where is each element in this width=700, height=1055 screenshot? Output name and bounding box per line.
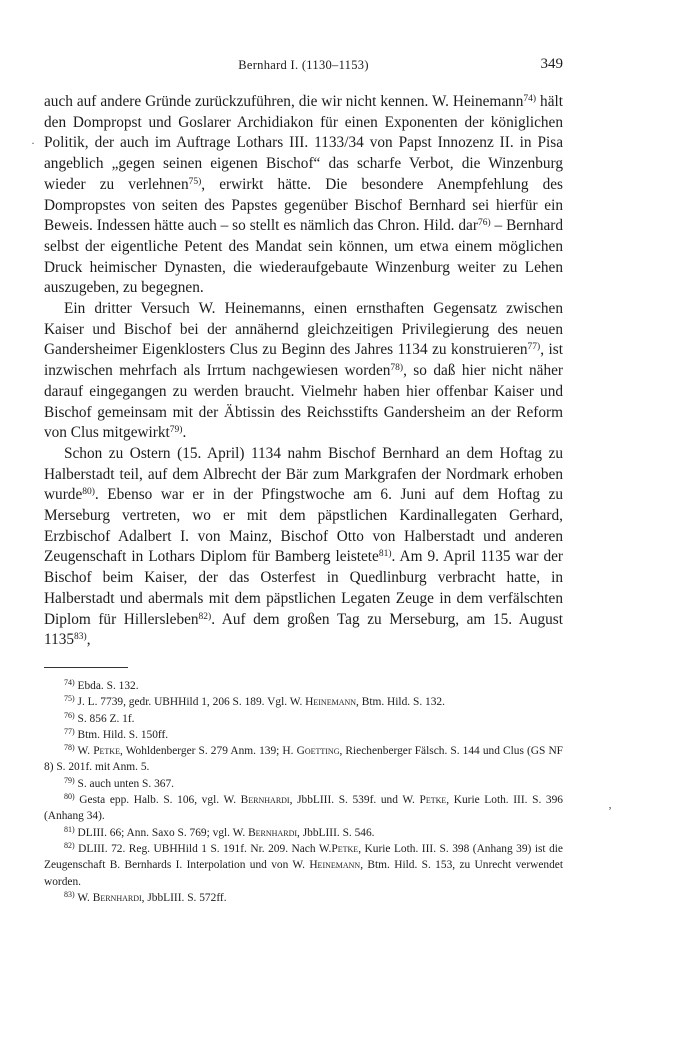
footnote-marker: 79)	[169, 425, 183, 436]
footnote-fn75	[44, 694, 563, 710]
text-run: , Btm. Hild. S. 132.	[356, 696, 445, 709]
footnote-marker: 78)	[64, 743, 75, 753]
footnote-marker: 78)	[390, 363, 404, 374]
footnote-fn77	[44, 727, 563, 743]
footnote-fn79	[44, 776, 563, 792]
text-run: ,	[86, 631, 91, 649]
footnote-marker: 80)	[64, 792, 75, 802]
footnote-marker: 76)	[64, 710, 75, 720]
footnote-marker: 81)	[64, 824, 75, 834]
footnote-marker: 74)	[523, 94, 537, 104]
footnote-marker: 81)	[378, 549, 392, 560]
footnote-marker: 82)	[64, 840, 75, 850]
text-run: .	[182, 424, 187, 442]
text-run: , JbbLIII. S. 546.	[297, 826, 375, 839]
text-run: , Riechenberger Fälsch. S. 144 und Clus (GS NF 8) S. 201f. mit Anm. 5.	[44, 745, 564, 774]
paragraph-p1	[44, 92, 563, 299]
footnote-marker: 83)	[64, 889, 75, 899]
text-run: , JbbLIII. S. 572ff.	[141, 891, 227, 904]
footnote-fn76	[44, 711, 563, 727]
author-name: Bernhardi	[92, 891, 142, 904]
text-run: . Am 9. April 1135 war der Bischof beim Kaiser, der das Osterfest in Quedlinburg verbracht hatte, in Halberstadt und abermals mit dem päpstlichen Legaten Zeuge in dem verfälschten Diplom für Hillersleben	[44, 548, 563, 628]
page-header	[44, 56, 563, 78]
author-name: Heinemann	[309, 859, 361, 872]
margin-mark-left: ·	[31, 136, 35, 150]
text-run: auch auf andere Gründe zurückzuführen, die wir nicht kennen. W. Heinemann	[44, 93, 524, 110]
text-run: Ebda. S. 132.	[74, 679, 139, 692]
text-run: , Kurie Loth. III. S. 396 (Anhang 34).	[44, 794, 563, 823]
footnote-fn80	[44, 792, 563, 825]
text-run: – Bernhard selbst der eigentliche Petent des Mandat sein können, um etwa einem möglichen Druck heimischer Dynasten, die wiederaufgebaute Winzenburg weiter zu Lehen auszugeben, zu begegnen.	[44, 217, 563, 297]
footnote-fn81	[44, 825, 563, 841]
footnote-marker: 83)	[74, 632, 87, 643]
text-run: DLIII. 72. Reg. UBHHild 1 S. 191f. Nr. 209. Nach W.	[74, 842, 332, 855]
text-run: , Wohldenberger S. 279 Anm. 139; H.	[119, 745, 297, 758]
footnote-marker: 77)	[64, 726, 75, 736]
footnotes	[44, 678, 563, 906]
text-run: , erwirkt hätte. Die besondere Anempfehlung des Dompropstes von seiten des Papstes gegenüber Bischof Bernhard sei hierfür ein Beweis. Indessen hätte auch – so stellt es nämlich das Chron. Hild. dar	[44, 175, 563, 235]
margin-mark-right: ‚	[608, 797, 612, 811]
footnote-marker: 80)	[82, 487, 95, 498]
footnote-fn83	[44, 890, 563, 906]
text-run: Ein dritter Versuch W. Heinemanns, einen ernsthaften Gegensatz zwischen Kaiser und Bischof bei der annähernd gleichzeitigen Privilegierung des neuen Gandersheimer Eigenklosters Clus zu Beginn des Jahres 1134 zu konstruieren	[44, 300, 563, 359]
main-text	[44, 92, 563, 651]
footnote-fn82	[44, 841, 563, 890]
text-run: W.	[74, 745, 94, 758]
author-name: Petke	[93, 745, 120, 758]
footnote-separator	[44, 667, 128, 668]
text-run: , so daß hier nicht näher darauf eingegangen zu werden braucht. Vielmehr haben hier offenbar Kaiser und Bischof gemeinsam mit der Äbtissin des Reichsstifts Gandersheim an der Reform von Clus mitgewirkt	[44, 362, 563, 442]
text-run: W.	[74, 891, 93, 904]
footnote-marker: 76)	[477, 218, 491, 229]
author-name: Petke	[419, 794, 447, 807]
text-run: . Ebenso war er in der Pfingstwoche am 6. Juni auf dem Hoftag zu Merseburg vertreten, wo er mit dem päpstlichen Kardinallegaten Gerhard, Erzbischof Adalbert I. von Mainz, Bischof Otto von Halberstadt und anderen Zeugenschaft in Lothars Diplom für Bamberg leistete	[44, 486, 563, 566]
footnote-marker: 82)	[198, 611, 212, 622]
text-run: DLIII. 66; Ann. Saxo S. 769; vgl. W.	[74, 826, 249, 839]
author-name: Goetting	[296, 745, 340, 758]
footnote-marker: 75)	[188, 176, 202, 187]
text-run: Gesta epp. Halb. S. 106, vgl. W.	[74, 794, 241, 807]
text-run: S. auch unten S. 367.	[74, 777, 175, 790]
page-number: 349	[540, 56, 563, 72]
paragraph-p3	[44, 444, 563, 651]
footnote-marker: 79)	[64, 775, 75, 785]
author-name: Heinemann	[305, 696, 357, 709]
author-name: Bernhardi	[248, 826, 298, 839]
book-page	[44, 56, 563, 906]
footnote-marker: 75)	[64, 694, 75, 704]
text-run: S. 856 Z. 1f.	[74, 712, 135, 725]
author-name: Petke	[331, 842, 359, 855]
text-run: hält den Dompropst und Goslarer Archidiakon für einen Exponenten der königlichen Politik, der auch im Auftrage Lothars III. 1133/34 von Papst Innozenz II. in Pisa angeblich „gegen seinen eigenen Bischof“ das scharfe Verbot, die Winzenburg wieder zu verlehnen	[44, 93, 563, 193]
text-run: Schon zu Ostern (15. April) 1134 nahm Bischof Bernhard an dem Hoftag zu Halberstadt teil, auf dem Albrecht der Bär zum Markgrafen der Nordmark erhoben wurde	[44, 444, 563, 504]
footnote-marker: 74)	[64, 677, 75, 687]
text-run: , Kurie Loth. III. S. 398 (Anhang 39) ist die Zeugenschaft B. Bernhards I. Interpolation und von W.	[44, 842, 563, 872]
text-run: , Btm. Hild. S. 153, zu Unrecht verwendet worden.	[44, 859, 563, 888]
text-run: , JbbLIII. S. 539f. und W.	[289, 794, 420, 807]
footnote-fn78	[44, 743, 563, 776]
text-run: , ist inzwischen mehrfach als Irrtum nachgewiesen worden	[44, 341, 563, 380]
text-run: Btm. Hild. S. 150ff.	[74, 728, 169, 741]
running-title: Bernhard I. (1130–1153)	[238, 58, 369, 72]
paragraph-p2	[44, 299, 563, 444]
text-run: . Auf dem großen Tag zu Merseburg, am 15. August 1135	[44, 610, 563, 649]
footnote-fn74	[44, 678, 563, 694]
author-name: Bernhardi	[240, 794, 290, 807]
footnote-marker: 77)	[527, 342, 541, 353]
text-run: J. L. 7739, gedr. UBHHild 1, 206 S. 189. Vgl. W.	[74, 696, 306, 709]
